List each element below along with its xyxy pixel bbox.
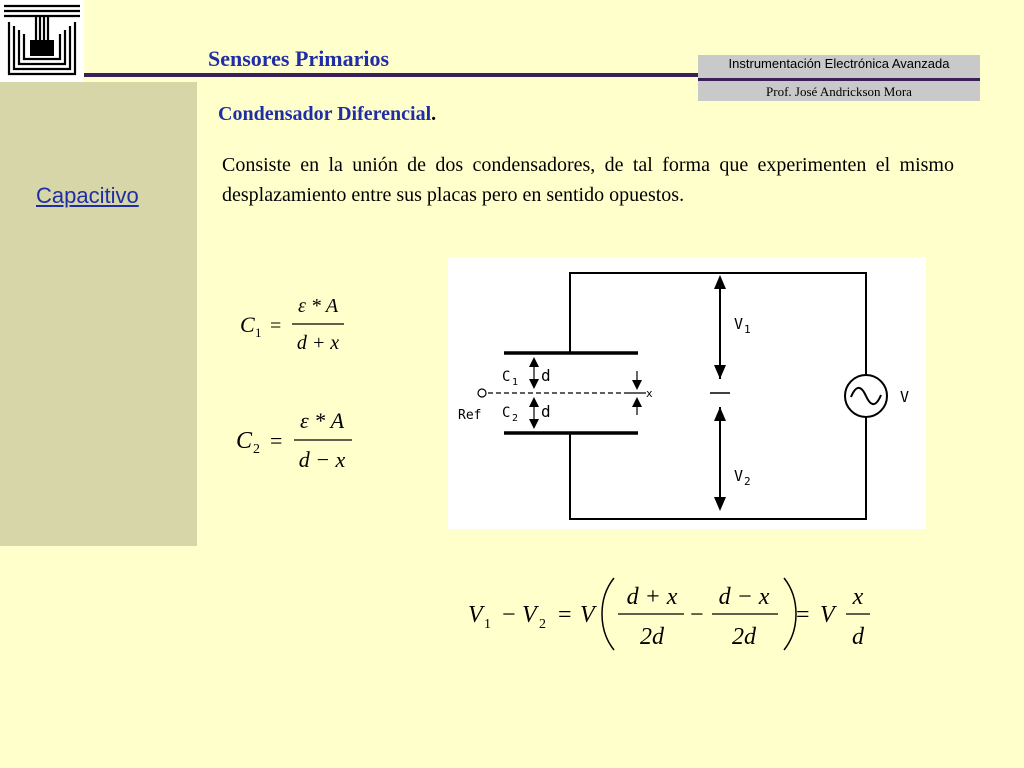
circuit-diagram: [448, 257, 926, 529]
label-c1-sub: 1: [512, 377, 519, 388]
v2-symbol: V: [522, 602, 537, 628]
label-v1-sub: 1: [744, 323, 751, 336]
logo: [0, 0, 84, 82]
v1-symbol: V: [468, 602, 483, 628]
description-paragraph: Consiste en la unión de dos condensadores, de tal forma que experimenten el mismo desplazamiento entre sus placas pero en sentido opuestos.: [222, 154, 954, 206]
section-link-capacitivo[interactable]: Capacitivo: [36, 183, 139, 208]
c1-subscript: 1: [255, 325, 262, 340]
c1-denominator: d + x: [296, 332, 340, 354]
left-paren: [602, 578, 614, 650]
v-symbol: V: [580, 602, 595, 628]
v-rhs-symbol: V: [820, 602, 835, 628]
frac3-denominator: d: [852, 624, 864, 650]
frac1-numerator: d + x: [626, 584, 678, 610]
label-v1: V: [734, 315, 744, 333]
slide-title: Sensores Primarios: [208, 46, 390, 71]
c2-subscript: 2: [253, 442, 260, 457]
c1-numerator: ε * A: [297, 295, 339, 317]
c1-lhs: C: [240, 312, 255, 337]
c1-equals: =: [270, 315, 282, 337]
frac-minus-sign: −: [690, 602, 704, 628]
minus-sign: −: [502, 602, 516, 628]
v2-subscript: 2: [539, 617, 546, 632]
equals-sign: =: [558, 602, 572, 628]
course-name: Instrumentación Electrónica Avanzada: [728, 56, 950, 71]
c2-numerator: ε * A: [299, 408, 345, 433]
frac2-numerator: d − x: [718, 584, 770, 610]
v1-subscript: 1: [484, 617, 491, 632]
label-c1: C: [502, 369, 511, 385]
frac2-denominator: 2d: [732, 624, 756, 650]
label-d-bottom: d: [541, 402, 551, 421]
subtitle-text: Condensador Diferencial: [218, 103, 432, 125]
sidebar: [0, 82, 197, 546]
label-v2: V: [734, 467, 744, 485]
label-v2-sub: 2: [744, 475, 751, 488]
formula-c1: [236, 292, 356, 356]
label-c2: C: [502, 405, 511, 421]
professor-name: Prof. José Andrickson Mora: [766, 84, 912, 99]
label-ref: Ref: [458, 408, 482, 423]
label-v-source: V: [900, 388, 910, 406]
right-paren: [784, 578, 796, 650]
c2-equals: =: [270, 428, 283, 453]
course-divider: [698, 78, 980, 81]
c2-lhs: C: [236, 428, 253, 454]
label-c2-sub: 2: [512, 413, 519, 424]
label-x: x: [646, 387, 653, 400]
formula-voltage-difference: [462, 574, 882, 656]
c2-denominator: d − x: [298, 447, 346, 472]
frac1-denominator: 2d: [640, 624, 664, 650]
frac3-numerator: x: [852, 584, 864, 610]
differential-capacitor-circuit-icon: [448, 257, 926, 529]
section-subtitle: [218, 103, 436, 126]
formula-c2: [232, 404, 362, 474]
label-d-top: d: [541, 366, 551, 385]
subtitle-period: .: [431, 103, 437, 125]
equals-sign-2: =: [796, 602, 810, 628]
institution-logo-icon: [0, 0, 84, 82]
